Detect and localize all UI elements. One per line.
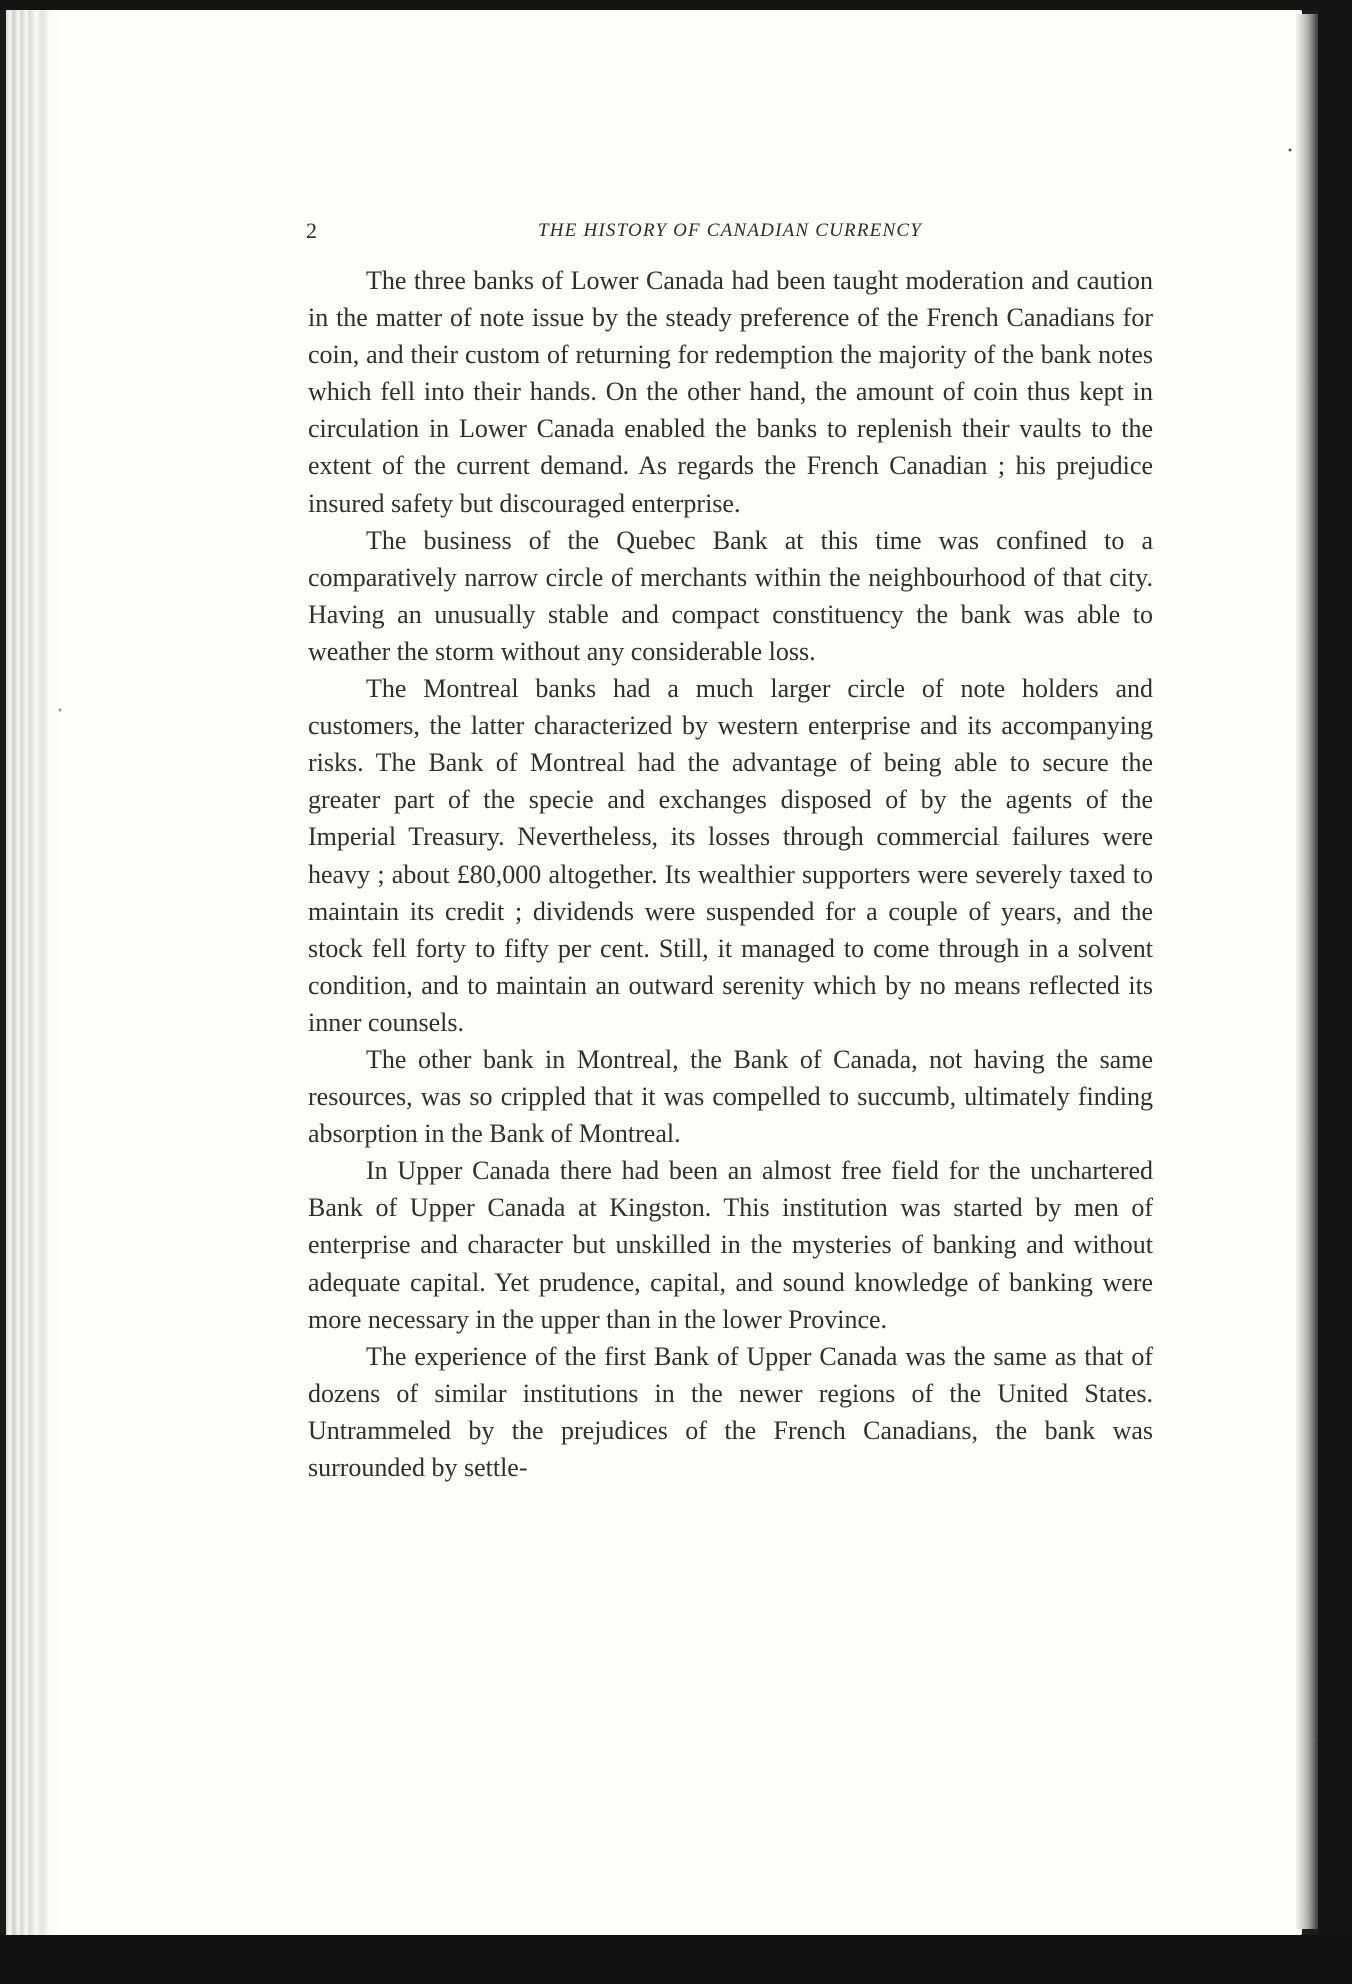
paragraph: The other bank in Montreal, the Bank of Canada, not having the same resources, was so crippled that it was compelled to succumb, ultimately finding absorption in the Bank of Montreal. — [308, 1044, 1153, 1149]
page-number: 2 — [306, 218, 317, 243]
body-text — [308, 262, 1153, 1486]
running-head: THE HISTORY OF CANADIAN CURRENCY — [538, 220, 922, 241]
paragraph: The Montreal banks had a much larger circle of note holders and customers, the latter characterized by western enterprise and its accompanying risks. The Bank of Montreal had the advantage of being able to secure the greater part of the specie and exchanges disposed of by the agents of the Imperial Treasury. Nevertheless, its losses through commercial failures were heavy ; about £80,000 altogether. Its wealthier supporters were severely taxed to maintain its credit ; dividends were suspended for a couple of years, and the stock fell forty to fifty per cent. Still, it managed to come through in a solvent condition, and to maintain an outward serenity which by no means reflected its inner counsels. — [308, 674, 1153, 1037]
binding-shadow — [1296, 14, 1318, 1929]
paragraph: The experience of the first Bank of Upper Canada was the same as that of dozens of similar institutions in the newer regions of the United States. Untrammeled by the prejudices of the French Canadians, the bank was surrounded by settle- — [308, 1341, 1153, 1482]
paragraph: The business of the Quebec Bank at this time was confined to a comparatively narrow circle of merchants within the neighbourhood of that city. Having an unusually stable and compact constituency the bank was able to weather the storm without any considerable loss. — [308, 525, 1153, 666]
paragraph: The three banks of Lower Canada had been taught moderation and caution in the matter of note issue by the steady preference of the French Canadians for coin, and their custom of returning for redemption the majority of the bank notes which fell into their hands. On the other hand, the amount of coin thus kept in circulation in Lower Canada enabled the banks to replenish their vaults to the extent of the current demand. As regards the French Canadian ; his prejudice insured safety but discouraged enterprise. — [308, 266, 1153, 518]
scan-bottom-border — [0, 1935, 1352, 1984]
scan-right-border — [1318, 0, 1352, 1984]
paragraph: In Upper Canada there had been an almost free field for the unchartered Bank of Upper Canada at Kingston. This institution was started by men of enterprise and character but unskilled in the mysteries of banking and without adequate capital. Yet prudence, capital, and sound knowledge of banking were more necessary in the upper than in the lower Province. — [308, 1156, 1153, 1334]
page-header — [306, 214, 1154, 248]
scan-top-border — [0, 0, 1352, 10]
page-edge-stack — [6, 10, 64, 1935]
